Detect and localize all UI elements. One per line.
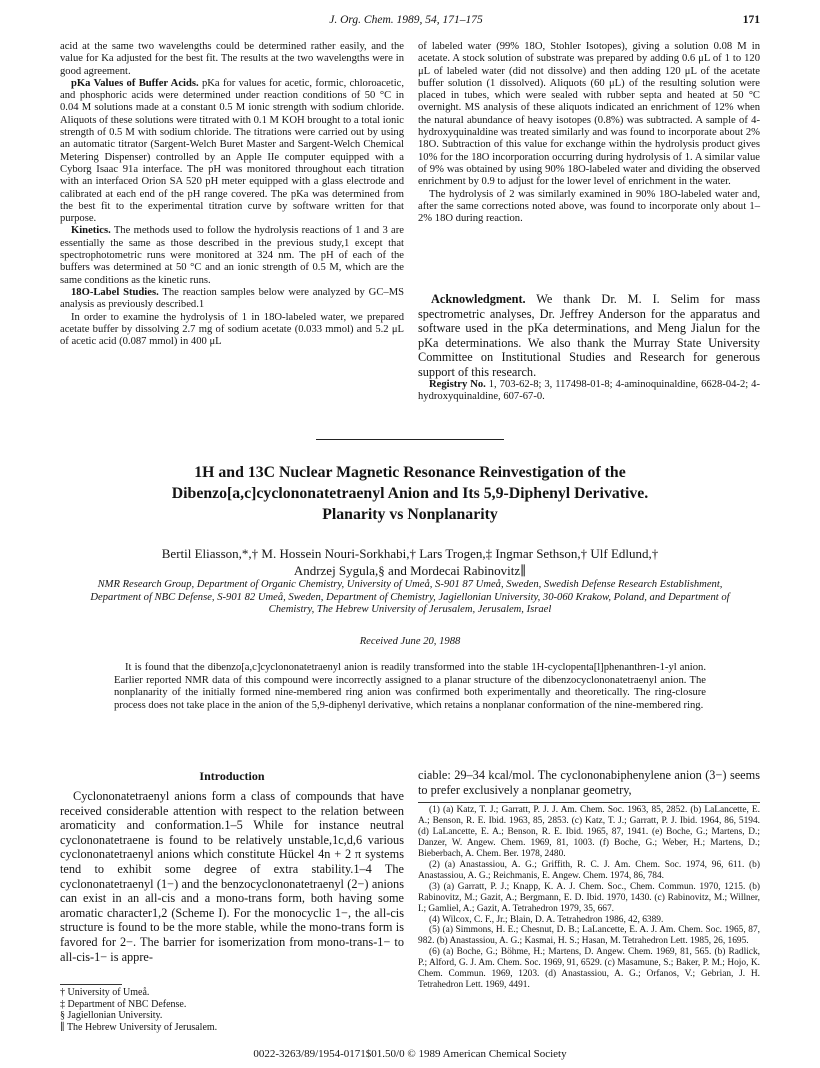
paragraph: Kinetics. The methods used to follow the hydrolysis reactions of 1 and 3 are essentially the same as those described in the previous study,1 except that spectrophotometric runs were monitored at 324 nm. The pH of each of the buffers was determined at 50 °C and an ionic strength of 0.5 M, which are the same conditions as the kinetic runs. [60, 225, 404, 286]
references [418, 805, 760, 991]
paragraph: acid at the same two wavelengths could be determined rather easily, and the value for Ka adjusted for the best fit. The results at the two wavelengths were in good agreement. [60, 41, 404, 77]
reference-item: (5) (a) Simmons, H. E.; Chesnut, D. B.; LaLancette, E. A. J. Am. Chem. Soc. 1965, 87, 982. (b) Anastassiou, A. G.; Kasmai, H. S.; Hasan, M. Tetrahedron Lett. 1985, 26, 1695. [418, 925, 760, 947]
previous-article-left-column [60, 41, 404, 348]
journal-citation: J. Org. Chem. 1989, 54, 171–175 [329, 14, 483, 26]
footnote-rule [60, 984, 122, 985]
paragraph: 18O-Label Studies. The reaction samples below were analyzed by GC–MS analysis as previously described.1 [60, 286, 405, 311]
section-heading-introduction: Introduction [199, 769, 265, 783]
paragraph: of labeled water (99% 18O, Stohler Isotopes), giving a solution 0.08 M in acetate. A stock solution of substrate was prepared by adding 0.6 μL of 1 to 120 μL of labeled water (did not dissolve) and then adding 120 μL of the acetate buffer solution (1 dissolved). Aliquots (60 μL) of the resulting solution were placed in tubes, which were sealed with rubber septa and heated at 50 °C overnight. MS analysis of these aliquots indicated an enrichment of 12% when the natural abundance of heavy isotopes (0.8%) was subtracted. A sample of 4-hydroxyquinaldine was treated similarly and was found to incorporate about 2% 18O. Subtraction of this value for exchange within the hydrolysis product gives 10% for the 18O incorporation occurring during hydrolysis of 1. A similar value of 9% was obtained by using 90% 18O-labeled water and dividing the observed enrichment by 0.9 to adjust for the lower level of enrichment in the water. [418, 41, 760, 188]
article-divider [316, 439, 504, 440]
page-number: 171 [742, 14, 760, 26]
reference-item: (1) (a) Katz, T. J.; Garratt, P. J. J. Am. Chem. Soc. 1963, 85, 2852. (b) LaLancette, E. A.; Benson, R. E. Ibid. 1963, 85, 2853. (c) Katz, T. J.; Garratt, P. J. Ibid. 1964, 86, 5194. (d) LaLancette, E. A.; Benson, R. E. Ibid. 1965, 87, 1941. (e) Boche, G.; Martens, D.; Danzer, W. Angew. Chem. 1969, 81, 1003. (f) Boche, G.; Weber, H.; Martens, D.; Bieberbach, A. Chem. Ber. 1978, 2480. [418, 805, 760, 859]
previous-article-right-column [418, 41, 760, 225]
author-list: Bertil Eliasson,*,† M. Hossein Nouri-Sorkhabi,† Lars Trogen,‡ Ingmar Sethson,† Ulf Edlund,† Andrzej Sygula,§ and Mordecai Rabinovitz∥ [161, 546, 659, 578]
reference-item: (3) (a) Garratt, P. J.; Knapp, K. A. J. Chem. Soc., Chem. Commun. 1970, 1215. (b) Rabinovitz, M.; Gazit, A.; Bergmann, E. D. Ibid. 1970, 1430. (c) Rabinovitz, M.; Willner, I.; Gamliel, A.; Gazit, A. Tetrahedron 1979, 35, 667. [418, 881, 760, 914]
reference-item: (6) (a) Boche, G.; Böhme, H.; Martens, D. Angew. Chem. 1969, 81, 565. (b) Radlick, P.; Alford, G. J. Am. Chem. Soc. 1969, 91, 6529. (c) Masamune, S.; Baker, P. M.; Hojo, K. Chem. Commun. 1969, 1203. (d) Anastassiou, A. G.; Orfanos, V.; Gebrian, J. H. Tetrahedron Lett. 1969, 4491. [418, 947, 760, 991]
footnote: § Jagiellonian University. [60, 1010, 163, 1022]
acknowledgment: Acknowledgment. We thank Dr. M. I. Selim for mass spectrometric analyses, Dr. Jeffrey Anderson for the apparatus and software used in the pKa determinations, and Meng Jialun for the pKa determinations. We also thank the Murray State University Committee on Institutional Studies and Research for generous support of this research. [418, 292, 760, 379]
footnote: ‡ Department of NBC Defense. [60, 998, 187, 1010]
author-footnotes [60, 987, 404, 1033]
reference-item: (2) (a) Anastassiou, A. G.; Griffith, R. C. J. Am. Chem. Soc. 1974, 96, 611. (b) Anastassiou, A. G.; Reichmanis, E. Angew. Chem. 1974, 86, 784. [418, 859, 760, 881]
affiliations: NMR Research Group, Department of Organic Chemistry, University of Umeå, S-901 87 Umeå, Sweden, Swedish Defense Research Establishment, Department of NBC Defense, S-901 82 Umeå, Sweden, Department of Chemistry, Jagiellonian University, 30-060 Krakow, Poland, and Department of Chemistry, The Hebrew University of Jerusalem, Jerusalem, Israel [90, 579, 730, 616]
paragraph: pKa Values of Buffer Acids. pKa for values for acetic, formic, chloroacetic, and phosphoric acids were determined under reaction conditions of 50 °C in 0.04 M solutions made at a constant 0.5 M ionic strength with sodium chloride. Aliquots of these solutions were titrated with 0.1 M KOH brought to a total ionic strength of 0.5 M with sodium chloride. The titrations were carried out by using an automatic titrator (Sargent-Welch Buret Master and Sargent-Welch Chemical Metering Dispenser) controlled by an Apple IIe computer equipped with a Cyborg Isaac 91a interface. The pH was monitored throughout each titration with an interfaced Orion SA 520 pH meter equipped with a glass electrode and calibrated at each end of the pH range covered. The pKa was determined from the best fit to the experimental titration curve by software written for that purpose. [60, 77, 405, 225]
registry-numbers: Registry No. 1, 703-62-8; 3, 117498-01-8; 4-aminoquinaldine, 6628-04-2; 4-hydroxyquinaldine, 607-67-0. [418, 379, 760, 403]
running-header [52, 14, 760, 34]
footnote: ∥ The Hebrew University of Jerusalem. [60, 1021, 218, 1033]
article-title: 1H and 13C Nuclear Magnetic Resonance Reinvestigation of the Dibenzo[a,c]cyclononatetraenyl Anion and Its 5,9-Diphenyl Derivative. Planarity vs Nonplanarity [171, 464, 649, 523]
received-date: Received June 20, 1988 [359, 636, 461, 647]
copyright-footer: 0022-3263/89/1954-0171$01.50/0 © 1989 American Chemical Society [253, 1048, 567, 1060]
footnote: † University of Umeå. [60, 987, 150, 998]
references-rule [418, 802, 760, 803]
introduction-continuation: ciable: 29–34 kcal/mol. The cyclononabiphenylene anion (3−) seems to prefer exclusively a nonplanar geometry, [418, 768, 760, 797]
abstract: It is found that the dibenzo[a,c]cyclononatetraenyl anion is readily transformed into the stable 1H-cyclopenta[l]phenanthren-1-yl anion. Earlier reported NMR data of this compound were incorrectly assigned to a planar structure of the dibenzocyclononatetraenyl anion. The nonplanarity of the initially formed nine-membered ring anion was confirmed both experimentally and theoretically. The ring-closure process does not take place in the anion of the 5,9-diphenyl derivative, which retains a nonplanar conformation of the nine-membered ring. [114, 662, 706, 711]
paragraph: The hydrolysis of 2 was similarly examined in 90% 18O-labeled water and, after the same corrections noted above, was found to incorporate only about 1–2% 18O during reaction. [418, 188, 760, 225]
paragraph: In order to examine the hydrolysis of 1 in 18O-labeled water, we prepared acetate buffer by dissolving 2.7 mg of sodium acetate (0.033 mmol) and 5.2 μL of acetic acid (0.087 mmol) in 400 μL [60, 311, 404, 348]
reference-item: (4) Wilcox, C. F., Jr.; Blain, D. A. Tetrahedron 1986, 42, 6389. [429, 914, 664, 925]
introduction-body: Cyclononatetraenyl anions form a class of compounds that have received considerable attention with respect to the relation between aromaticity and conformation.1–5 While for instance neutral cyclononatetraene is found to be relatively unstable,1c,d,6 various cyclononatetraenyl anions which constitute Hückel 4n + 2 π systems tend to exhibit some degree of extra stability.1–4 The cyclononatetraenyl (1−) and the benzocyclononatetraenyl (2−) anions can exist in an all-cis and a mono-trans form, both having some aromatic character1,2 (Scheme I). For the monocyclic 1−, the all-cis structure is found to be the more stable, while the mono-trans form is favored for 2−. The barrier for isomerization from mono-trans-1− to all-cis-1− is appre- [60, 789, 404, 964]
